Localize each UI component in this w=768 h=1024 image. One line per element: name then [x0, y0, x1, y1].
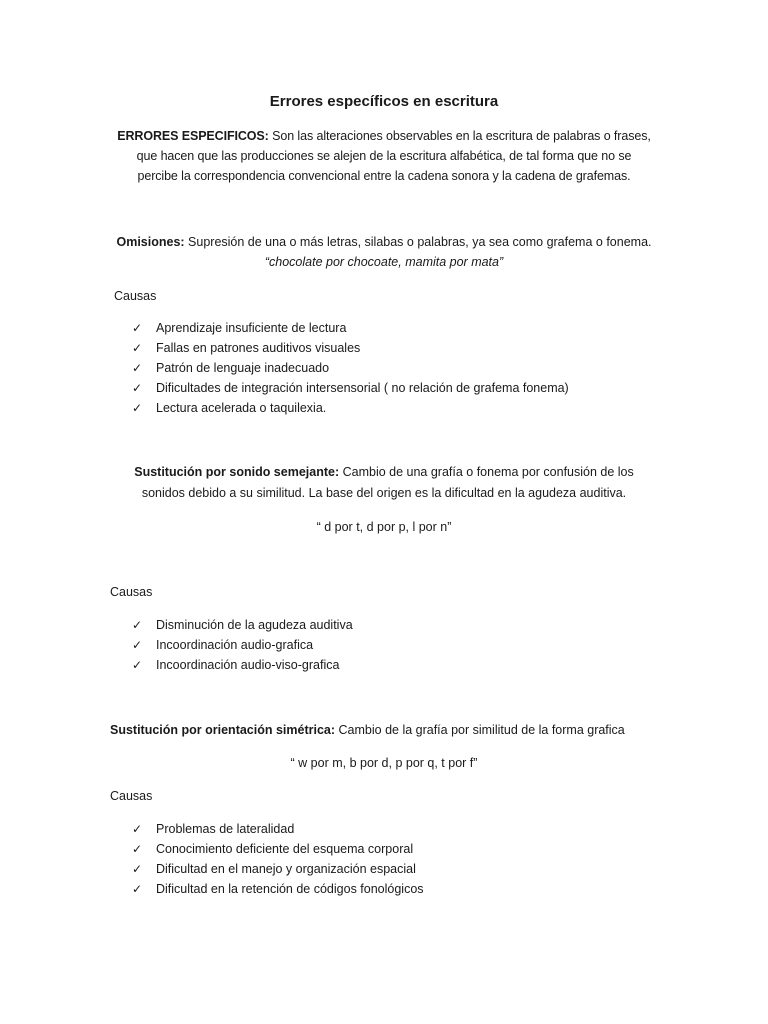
check-icon: ✓	[132, 882, 143, 896]
check-icon: ✓	[132, 658, 143, 672]
list-item: ✓ Dificultad en el manejo y organización espacial	[132, 859, 424, 879]
check-icon: ✓	[132, 401, 143, 415]
sonido-definition-line-2: sonidos debido a su similitud. La base del origen es la dificultad en la agudeza auditiva.	[141, 486, 627, 500]
list-item: ✓ Lectura acelerada o taquilexia.	[132, 398, 569, 418]
omisiones-causas-list	[132, 318, 569, 418]
sonido-text-1: Cambio de una grafía o fonema por confusión de los	[339, 465, 634, 479]
omisiones-causas-label: Causas	[114, 289, 157, 303]
omisiones-example: “chocolate por chocoate, mamita por mata”	[264, 255, 504, 269]
page-title: Errores específicos en escritura	[269, 93, 499, 110]
omisiones-label: Omisiones:	[116, 235, 185, 249]
omisiones-text: Supresión de una o más letras, silabas o palabras, ya sea como grafema o fonema.	[184, 235, 652, 249]
list-item: ✓ Patrón de lenguaje inadecuado	[132, 358, 569, 378]
orientacion-causas-list	[132, 819, 424, 899]
orientacion-text: Cambio de la grafía por similitud de la forma grafica	[335, 723, 625, 737]
list-item: ✓ Dificultades de integración intersensorial ( no relación de grafema fonema)	[132, 378, 569, 398]
sonido-causas-list	[132, 615, 353, 675]
intro-line-3: percibe la correspondencia convencional entre la cadena sonora y la cadena de grafemas.	[137, 169, 631, 183]
list-item: ✓ Incoordinación audio-grafica	[132, 635, 353, 655]
orientacion-definition	[110, 723, 625, 737]
check-icon: ✓	[132, 638, 143, 652]
check-icon: ✓	[132, 321, 143, 335]
intro-line-1	[0, 129, 768, 143]
intro-line-2: que hacen que las producciones se alejen de la escritura alfabética, de tal forma que no se	[136, 149, 632, 163]
list-item: ✓ Problemas de lateralidad	[132, 819, 424, 839]
list-item: ✓ Incoordinación audio-viso-grafica	[132, 655, 353, 675]
list-item: ✓ Fallas en patrones auditivos visuales	[132, 338, 569, 358]
check-icon: ✓	[132, 822, 143, 836]
check-icon: ✓	[132, 361, 143, 375]
omisiones-definition	[0, 235, 768, 249]
check-icon: ✓	[132, 842, 143, 856]
orientacion-causas-label: Causas	[110, 789, 153, 803]
sonido-label: Sustitución por sonido semejante:	[134, 465, 340, 479]
sonido-causas-label: Causas	[110, 585, 153, 599]
check-icon: ✓	[132, 381, 143, 395]
sonido-definition-line-1	[0, 465, 768, 479]
orientacion-example: “ w por m, b por d, p por q, t por f”	[290, 756, 478, 770]
list-item: ✓ Dificultad en la retención de códigos fonológicos	[132, 879, 424, 899]
check-icon: ✓	[132, 341, 143, 355]
check-icon: ✓	[132, 862, 143, 876]
list-item: ✓ Disminución de la agudeza auditiva	[132, 615, 353, 635]
sonido-example: “ d por t, d por p, l por n”	[316, 520, 452, 534]
orientacion-label: Sustitución por orientación simétrica:	[110, 723, 336, 737]
list-item: ✓ Aprendizaje insuficiente de lectura	[132, 318, 569, 338]
check-icon: ✓	[132, 618, 143, 632]
list-item: ✓ Conocimiento deficiente del esquema corporal	[132, 839, 424, 859]
intro-label: ERRORES ESPECIFICOS:	[117, 129, 269, 143]
intro-text-1: Son las alteraciones observables en la escritura de palabras o frases,	[268, 129, 651, 143]
